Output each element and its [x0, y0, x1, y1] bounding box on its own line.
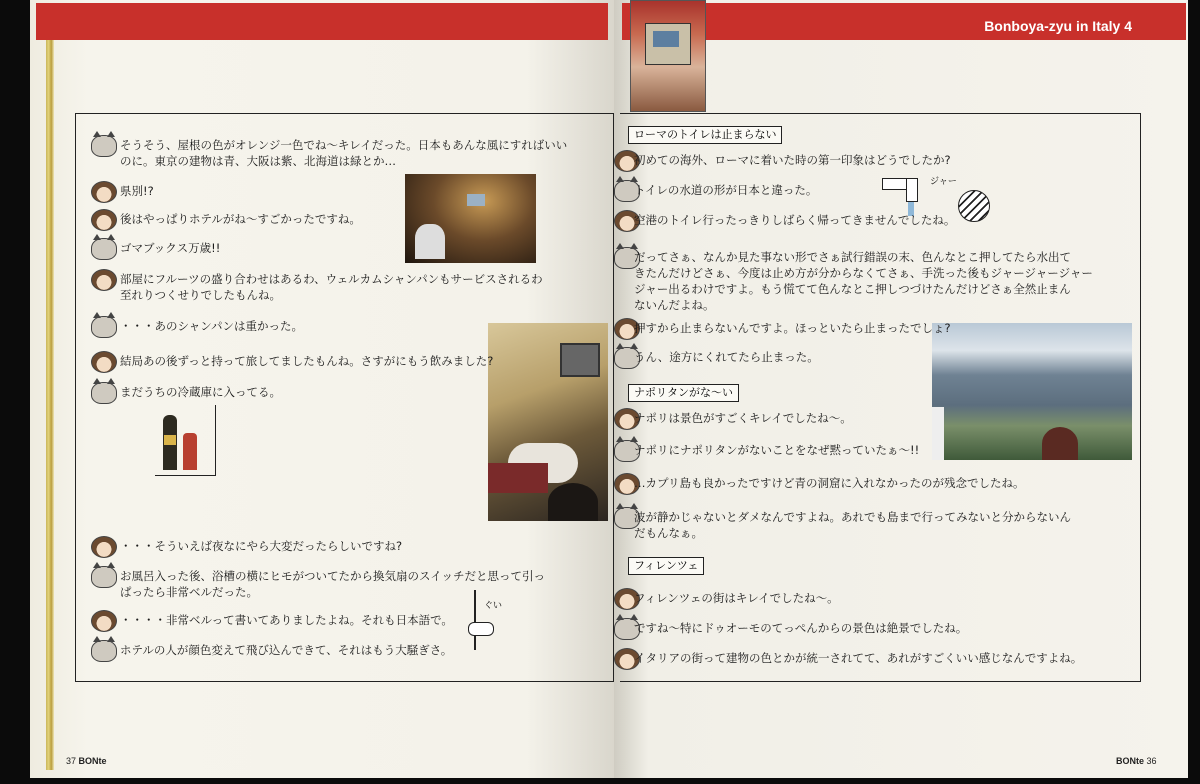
dialogue-text: ・・・・非常ベルって書いてありましたよね。それも日本語で。	[120, 613, 453, 627]
girl-speaker-icon	[91, 536, 117, 558]
dialogue-text: 部屋にフルーツの盛り合わせはあるわ、ウェルカムシャンパンもサービスされるわ	[120, 272, 543, 286]
dialogue-line	[120, 240, 220, 256]
dialogue-line	[120, 353, 493, 369]
dialogue-line	[634, 475, 1025, 491]
photo-ticket-machine	[630, 0, 706, 112]
girl-speaker-icon	[91, 181, 117, 203]
dialogue-text: イタリアの街って建物の色とかが統一されてて、あれがすごくいい感じなんですよね。	[634, 651, 1083, 665]
dialogue-text: ナポリにナポリタンがないことをなぜ黙っていたぁ〜!!	[634, 443, 920, 457]
photo-naples-coast	[932, 323, 1132, 460]
photo-airplane-cabin	[405, 174, 536, 263]
dialogue-line	[120, 642, 452, 658]
dialogue-line	[634, 590, 839, 606]
dialogue-line	[120, 137, 567, 169]
dialogue-line	[120, 318, 303, 334]
water-sfx: ジャー	[930, 177, 957, 187]
dialogue-text: うん、途方にくれてたら止まった。	[634, 350, 819, 364]
dialogue-line	[634, 509, 1071, 541]
dialogue-text: だってさぁ、なんか見た事ない形でさぁ試行錯誤の末、色んなとこ押してたら水出て	[634, 250, 1071, 264]
section-heading: ナポリタンがな〜い	[628, 384, 739, 402]
dialogue-line	[120, 183, 154, 199]
dialogue-text: きたんだけどさぁ、今度は止め方が分からなくてさぁ、手洗った後もジャージャージャー	[634, 266, 1093, 280]
dialogue-line	[634, 410, 852, 426]
left-page-number: 37 BONte	[66, 756, 107, 766]
left-header-band	[36, 3, 608, 40]
cat-speaker-icon	[91, 135, 117, 157]
girl-speaker-icon	[91, 209, 117, 231]
dialogue-line	[120, 538, 402, 554]
dialogue-text: 至れりつくせりでしたもんね。	[120, 288, 281, 302]
dialogue-text: …カプリ島も良かったですけど青の洞窟に入れなかったのが残念でしたね。	[634, 476, 1025, 490]
dialogue-text: お風呂入った後、浴槽の横にヒモがついてたから換気扇のスイッチだと思って引っ	[120, 569, 546, 583]
dialogue-line	[634, 320, 951, 336]
section-heading: フィレンツェ	[628, 557, 704, 575]
dialogue-text: ないんだよね。	[634, 298, 715, 312]
cat-speaker-icon	[91, 238, 117, 260]
girl-speaker-icon	[91, 269, 117, 291]
dialogue-text: 初めての海外、ローマに着いた時の第一印象はどうでしたか?	[634, 153, 951, 167]
cat-speaker-icon	[91, 566, 117, 588]
photo-hotel-room	[488, 323, 608, 521]
cat-speaker-icon	[91, 316, 117, 338]
dialogue-text: ・・・そういえば夜なにやら大変だったらしいですね?	[120, 539, 403, 553]
dialogue-text: 空港のトイレ行ったっきりしばらく帰ってきませんでしたね。	[634, 213, 956, 227]
dialogue-line	[634, 182, 817, 198]
girl-speaker-icon	[91, 351, 117, 373]
dialogue-text: ホテルの人が顔色変えて飛び込んできて、それはもう大騒ぎさ。	[120, 643, 453, 657]
pull-sfx: ぐい	[484, 601, 503, 611]
dialogue-line	[120, 384, 281, 400]
dialogue-text: 押すから止まらないんですよ。ほっといたら止まったでしょ?	[634, 321, 951, 335]
page-edge-stack	[46, 40, 54, 770]
girl-speaker-icon	[91, 610, 117, 632]
cat-speaker-icon	[91, 640, 117, 662]
fridge-champagne-illustration	[155, 405, 216, 476]
dialogue-text: 後はやっぱりホテルがね〜すごかったですね。	[120, 212, 361, 226]
dialogue-line	[634, 349, 819, 365]
dialogue-text: ですね〜特にドゥオーモのてっぺんからの景色は絶景でしたね。	[634, 621, 968, 635]
dialogue-text: ぱったら非常ベルだった。	[120, 585, 258, 599]
pull-cord-illustration	[460, 590, 510, 660]
dialogue-line	[634, 212, 955, 228]
cat-speaker-icon	[91, 382, 117, 404]
dialogue-line	[634, 152, 951, 168]
dialogue-text: そうそう、屋根の色がオレンジ一色でね〜キレイだった。日本もあんな風にすればいい	[120, 138, 568, 152]
dialogue-line	[634, 620, 967, 636]
dialogue-text: 結局あの後ずっと持って旅してましたもんね。さすがにもう飲みました?	[120, 354, 494, 368]
dialogue-text: だもんなぁ。	[634, 526, 703, 540]
dialogue-line	[120, 568, 545, 600]
dialogue-text: のに。東京の建物は青、大阪は紫、北海道は緑とか…	[120, 154, 396, 168]
dialogue-text: ジャー出るわけですよ。もう慌てて色んなとこ押しつづけたんだけどさぁ全然止まん	[634, 282, 1071, 296]
dialogue-text: ゴマブックス万歳!!	[120, 241, 221, 255]
dialogue-line	[120, 271, 543, 303]
dialogue-line	[634, 442, 919, 458]
dialogue-text: まだうちの冷蔵庫に入ってる。	[120, 385, 281, 399]
dialogue-text: 波が静かじゃないとダメなんですよね。あれでも島まで行ってみないと分からないん	[634, 510, 1071, 524]
dialogue-line	[120, 211, 361, 227]
dialogue-text: ・・・あのシャンパンは重かった。	[120, 319, 303, 333]
dialogue-text: ナポリは景色がすごくキレイでしたね〜。	[634, 411, 852, 425]
dialogue-text: 県別!?	[120, 184, 154, 198]
dialogue-line	[634, 650, 1082, 666]
right-page-number: BONte 36	[1116, 756, 1157, 766]
section-heading: ローマのトイレは止まらない	[628, 126, 782, 144]
dialogue-line	[634, 249, 1093, 313]
dialogue-text: トイレの水道の形が日本と違った。	[634, 183, 818, 197]
dialogue-line	[120, 612, 453, 628]
series-title: Bonboya-zyu in Italy 4	[984, 18, 1132, 34]
dialogue-text: フィレンツェの街はキレイでしたね〜。	[634, 591, 839, 605]
right-header-band	[622, 3, 1186, 40]
